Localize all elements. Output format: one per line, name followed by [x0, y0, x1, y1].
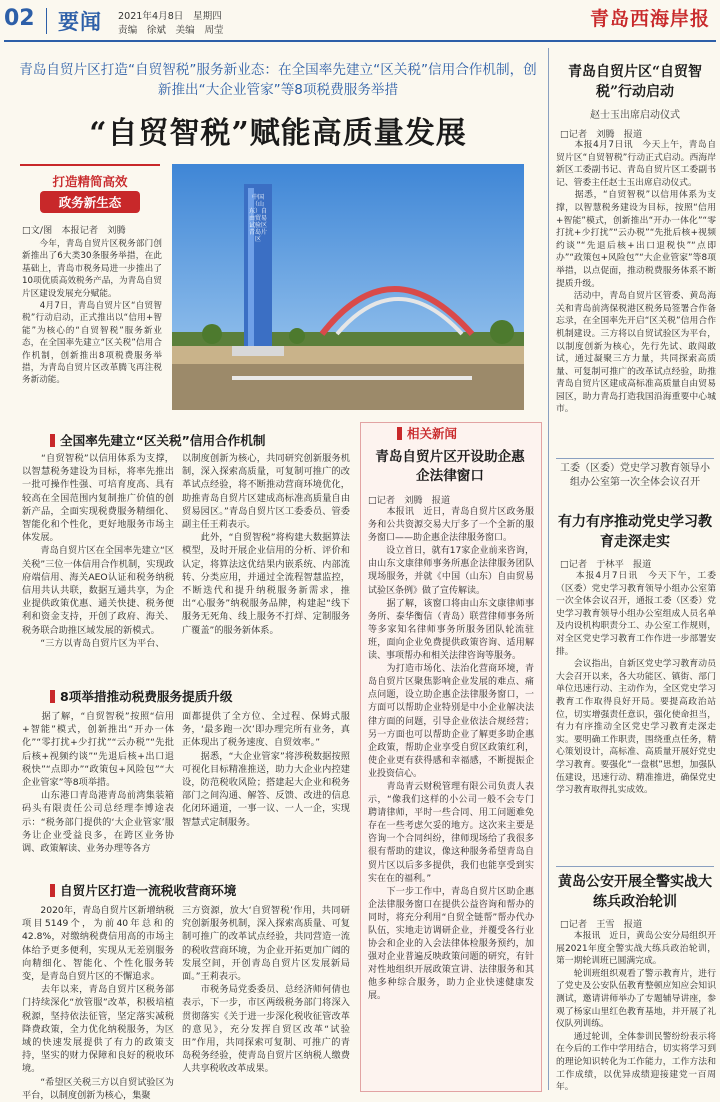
section1-col1-text: “自贸智税”以信用体系为支撑，以智慧税务建设为目标，将率先推出一批可操作性强、可培育度高、具有较高在全国范围内复制推广价值的创新产品，全面实现税费服务精细化、智能化和个性化，更好地服务市场主体发展。 青岛自贸片区在全国率先建立“区关税”三位一体信用合作机制，实现政府端信用、海关AEO认证和税务纳税信用共认共联，数据互通共享，为企业提供政策优惠、通关快捷、税务便利和资金支持，开创了政府、海关、税务联合助推区域发展的新模式。 “三方以青岛自贸片区为平台、	[22, 453, 174, 649]
lead-byline: □文/图 本报记者 刘腾	[22, 225, 126, 236]
newspaper-masthead: 青岛西海岸报	[590, 8, 711, 30]
issue-date: 2021年4月8日 星期四	[118, 11, 222, 22]
section2-heading	[50, 686, 232, 705]
lead-intro-text: 今年，青岛自贸片区税务部门创新推出了6大类30条服务举措，在此基础上，青岛市税务局进一步推出了10项优质高效税务产品，为青岛自贸片区建设发展充分赋能。 4月7日，青岛自贸片区“自贸智税”行动启动，正式推出以“信用+智能”为核心的“自贸智税”服务新业态，在全国率先建立“区关税”信用合作机制，创新推出8项税费服务举措，为青岛自贸片区改革腾飞再注税务新动能。	[22, 239, 162, 386]
right-column-divider	[548, 48, 549, 1090]
right-story2-headline: 有力有序推动党史学习教育走深走实	[558, 514, 712, 550]
right-story2-byline: □记者 于林平 报道	[560, 559, 652, 570]
header-rule	[4, 40, 716, 42]
header-divider	[46, 8, 47, 34]
lead-kicker-line2: 政务新生态	[40, 191, 140, 213]
section-marker	[50, 434, 55, 447]
lead-subtitle: 青岛自贸片区打造“自贸智税”服务新业态：在全国率先建立“区关税”信用合作机制，创新推出“大企业管家”等8项税费服务举措	[19, 62, 537, 98]
skyline-gate-illustration	[172, 164, 524, 410]
lead-photo	[172, 164, 524, 410]
section1-col2-text: 以制度创新为核心，共同研究创新服务机制，深入探索高质量，可复制可推广的改革试点经验，将不断推动营商环境优化，助推青岛自贸片区建成高标准高质量自由贸易园区。”青岛自贸片区工委委员、管委副主任王莉表示。 此外，“自贸智税”将构建大数据算法模型，及时开展企业信用的分析、评价和认定，将算法这优结果内嵌系统、内部流转、分类应用，并通过全流程智慧监控，不断迭代和提升纳税服务新需求，推出“心服务”纳税服务品牌，构建起“线下服务无死角、线上服务不打烊、定制服务广覆盖”的服务新体系。	[182, 453, 350, 636]
related-news-tag	[397, 424, 457, 442]
section3-col1-text: 2020年，青岛自贸片区新增纳税项目5149个，为前40年总和的42.8%，对缴纳税费信用高的市场主体给予更多便利，实现从无差别服务向精细化、智能化、个性化服务转变，是青岛自贸片区的不懈追求。 去年以来，青岛自贸片区税务部门持续深化“放管服”改革，积极培植税源，坚持依法征管，坚定落实减税降费政策，全力优化纳税服务，为区域的快速发展提供了有力的政策支持，坚实的财力保障和良好的税收环境。 “希望区关税三方以自贸试验区为平台，以制度创新为核心，集聚	[22, 905, 175, 1101]
right-story3-byline: □记者 王雪 报道	[560, 919, 643, 930]
right-story3-body: 本报讯 近日，黄岛公安分局组织开展2021年度全警实战大练兵政治轮训，第一期轮训班已圆满完成。 轮训班组织观看了警示教育片，进行了党史及公安队伍教育整顿应知应会知识测试，邀请讲师举办了专题辅导讲座，参观了杨家山里红色教育基地，并开展了礼仪队列训练。 通过轮训，全体参训民警纷纷表示将在今后的工作中学用结合，切实将学习到的理论知识转化为工作能力，工作方法和工作成绩，以优异成绩迎接建党一百周年。	[556, 931, 716, 1093]
right-story1-byline: □记者 刘腾 报道	[560, 129, 643, 140]
right-story2-body: 本报4月7日讯 今天下午，工委（区委）党史学习教育领导小组办公室第一次全体会议召开，通报工委（区委）党史学习教育领导小组办公室组成人员名单及内设机构职责分工、办公室工作规则，对全区党史学习教育工作作进一步部署安排。 会议指出，自新区党史学习教育动员大会召开以来，各大功能区、镇街、部门单位迅速行动、主动作为，全区党史学习教育工作取得良好开局。要提高政治站位，切实增强责任意识，强化使命担当，有力有序推动全区党史学习教育走深走实。要明确工作职责，围绕重点任务，精心策划设计，高标准、高质量开展好党史学习教育。要强化“一盘棋”思想，加强队伍建设，迅速行动、精准推进，确保党史学习教育取得扎实成效。	[556, 571, 716, 796]
photo-tower-sign: 中国（山东）自由贸易试验区青岛片区	[249, 194, 268, 243]
section-name: 要闻	[58, 10, 102, 34]
related-tag-text: 相关新闻	[407, 426, 458, 441]
section1-heading-text: 全国率先建立“区关税”信用合作机制	[60, 433, 266, 448]
kicker-rule	[20, 164, 160, 166]
lead-kicker-line1: 打造精简高效	[52, 174, 128, 189]
right-story1-headline: 青岛自贸片区“自贸智税”行动启动	[567, 64, 703, 100]
right-story1-subtitle: 赵士玉出席启动仪式	[590, 110, 680, 121]
section-marker	[50, 884, 55, 897]
page-number: 02	[4, 6, 35, 31]
right-story-rule	[556, 866, 714, 867]
section2-col2-text: 面都提供了全方位、全过程、保姆式服务，‘最多跑一次’即办理完所有业务，真正体现出了税务速度、自贸效率。” 据悉，“大企业管家”将涉税数据按照可视化目标精准推送，助力大企业内控建设，防范税收风险；搭建起大企业和税务部门之间沟通、解答、反馈、改进的信息化闭环通道，一事一议、一人一企，实现智慧式定制服务。	[182, 711, 350, 828]
section3-heading-text: 自贸片区打造一流税收营商环境	[60, 883, 237, 898]
right-story3-headline: 黄岛公安开展全警实战大练兵政治轮训	[558, 874, 712, 910]
lead-headline: “自贸智税”赋能高质量发展	[89, 116, 467, 151]
section1-heading	[50, 430, 265, 449]
right-story-rule	[556, 458, 714, 459]
editor-credits: 责编 徐斌 美编 周莹	[118, 25, 224, 36]
right-story2-pretitle: 工委（区委）党史学习教育领导小组办公室第一次全体会议召开	[560, 463, 710, 488]
section-marker	[50, 690, 55, 703]
section3-col2-text: 三方资源，放大‘自贸智税’作用，共同研究创新服务机制，深入探索高质量、可复制可推广的改革试点经验，共同营造一流的税收营商环境，为企业开拓更加广阔的发展空间，开创青岛自贸片区发展新局面。”王莉表示。 市税务局党委委员、总经济师何倩也表示，下一步，市区两级税务部门将深入贯彻落实《关于进一步深化税收征管改革的意见》，充分发挥自贸区改革“试验田”作用，共同探索可复制、可推广的青岛税务经验，使青岛自贸片区纳税人缴费人共享税收改革成果。	[182, 905, 350, 1075]
section2-heading-text: 8项举措推动税费服务提质升级	[60, 689, 233, 704]
right-story1-body: 本报4月7日讯 今天上午，青岛自贸片区“自贸智税”行动正式启动。西海岸新区工委副书记、青岛自贸片区工委副书记、管委主任赵士玉出席启动仪式。 据悉，“自贸智税”以信用体系为支撑，以智慧税务建设为目标，按照“信用+智能”模式，创新推出“开办一体化”“零打扰+少打扰”“云办税”“先批后核+视频约谈”“先退后核+出口退税快”“点即办”“政策包+风险包”“大企业管家”等8项举措，以点促面，推动税费服务体系不断提质升级。 活动中，青岛自贸片区管委、黄岛海关和青岛前湾保税港区税务局签署合作备忘录，在全国率先开启“区关税”信用合作机制建设。三方将以自贸试验区为平台，以制度创新为核心，先行先试、敢闯敢试，通过凝聚三方力量，共同探索高质量、可复制可推广的改革试点经验，助推青岛自贸片区建成高标准高质量自由贸易园区，助力青岛打造我国沿海重要中心城市。	[556, 140, 716, 415]
related-byline: □记者 刘腾 报道	[368, 495, 451, 506]
related-marker	[397, 427, 402, 440]
related-headline: 青岛自贸片区开设助企惠企法律窗口	[375, 449, 525, 484]
related-body-text: 本报讯 近日，青岛自贸片区政务服务和公共资源交易大厅多了一个全新的服务窗口——助企惠企法律服务窗口。 设立首日，就有17家企业前来咨询，由山东文康律师事务所惠企法律服务团队现场服务，并就《中国（山东）自由贸易试验区条例》做了宣传解读。 据了解，该窗口将由山东文康律师事务所、泰华衡信（青岛）联营律师事务所等多家知名律师事务所服务团队轮流驻班，面向企业免费提供政策咨询、适用解读、事项帮办和相关法律咨询等服务。 为打造市场化、法治化营商环境，青岛自贸片区聚焦影响企业发展的难点、痛点问题，设立助企惠企法律服务窗口，一方面可以帮助企业特别是中小企业解决法律方面的问题，引导企业依法合规经营；另一方面也可以帮助企业了解更多助企惠企政策，帮助企业享受自贸区政策红利，使企业更有获得感和幸福感，不断提振企业投资信心。 青岛青云财税管理有限公司负责人表示，“像我们这样的小公司一般不会专门聘请律师，平时一些合同、用工问题难免存在一些考虑欠妥的地方。这次来主要是咨询一个合同纠纷，律师现场给了我很多很有帮助的建议，像这种服务希望青岛自贸片区以后多多提供，我们也能享受到实实在在的福利。” 下一步工作中，青岛自贸片区助企惠企法律服务窗口在提供公益咨询和帮办的同时，将充分利用“自贸全链帮”帮办代办队伍，实地走访调研企业，并覆受各行业协会和企业的入会法律体检服务预约，加强对企业普遍反映政策问题的研究，有针对性地组织开展政策宣讲、法律服务和其他多种综合服务，助力企业快速健康发展。	[368, 507, 534, 1002]
section3-heading	[50, 880, 236, 899]
section2-col1-text: 据了解，“自贸智税”按照“信用+智能”模式，创新推出“开办一体化”“零打扰+少打扰”“云办税”“先批后核+视频约谈”“先退后核+出口退税快”“点即办”“政策包+风险包”“大企业管家”等8项举措。 山东港口青岛港青岛前湾集装箱码头有限责任公司总经理李博途表示：“税务部门提供的‘大企业管家’服务让企业受益良多，在跨区业务协调、政策解读、业务办理等各方	[22, 711, 174, 855]
